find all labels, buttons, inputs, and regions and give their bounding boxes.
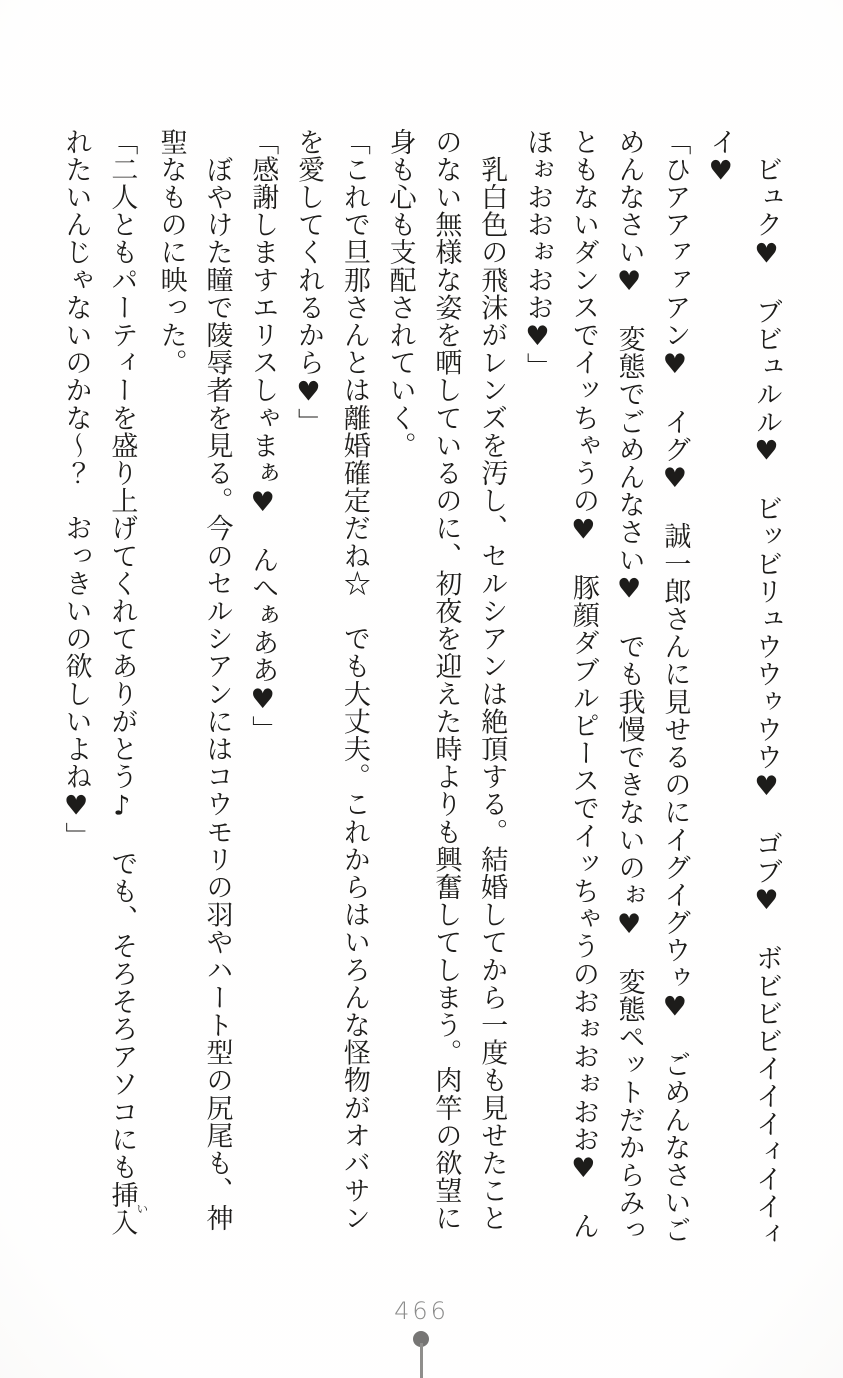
text-line: 「二人ともパーティーを盛り上げてくれてありがとう♪ でも、そろそろアソコにも挿入い [106,128,149,1237]
text-line: めんなさい♥ 変態でごめんなさい♥ でも我慢できないのぉ♥ 変態ペットだからみっ [613,128,645,1244]
text-line: を愛してくれるから♥」 [293,128,325,436]
text-line: ほぉおおぉおお♥」 [522,128,554,381]
page-number: 466 [394,1297,449,1325]
text-line: ビュク♥ ブビュルル♥ ビッビリュウウゥウウ♥ ゴブ♥ ボビビビイイイィイイィ [751,128,782,1248]
ruby-annotated-word: 挿入い [106,1180,149,1237]
text-line: 「これで旦那さんとは離婚確定だね☆ でも大丈夫。これからはいろんな怪物がオバサン [338,128,370,1232]
text-line: 身も心も支配されていく。 [384,128,416,460]
text-line: のない無様な姿を晒しているのに、初夜を迎えた時よりも興奮してしまう。肉竿の欲望に [430,128,462,1232]
text-columns [53,128,789,1248]
text-line: 聖なものに映った。 [155,128,187,377]
text-line: イ♥ [705,128,737,188]
text-line: ともないダンスでイッちゃうの♥ 豚顔ダブルピースでイッちゃうのおぉおぉおお♥ ん [567,128,599,1240]
text-line: 「感謝しますエリスしゃまぁ♥ んへぁああ♥」 [247,128,279,744]
pin-line-ornament [420,1343,423,1378]
text-line: 乳白色の飛沫がレンズを汚し、セルシアンは絶頂する。結婚してから一度も見せたこと [476,128,508,1232]
text-line: れたいんじゃないのかな～？ おっきいの欲しいよね♥」 [60,128,92,850]
text-line: ぼやけた瞳で陵辱者を見る。今のセルシアンにはコウモリの羽やハート型の尻尾も、神 [201,128,233,1232]
text-line: 「ひアアァァアン♥ イグ♥ 誠一郎さんに見せるのにイグイグウゥ♥ ごめんなさいご [659,128,691,1244]
